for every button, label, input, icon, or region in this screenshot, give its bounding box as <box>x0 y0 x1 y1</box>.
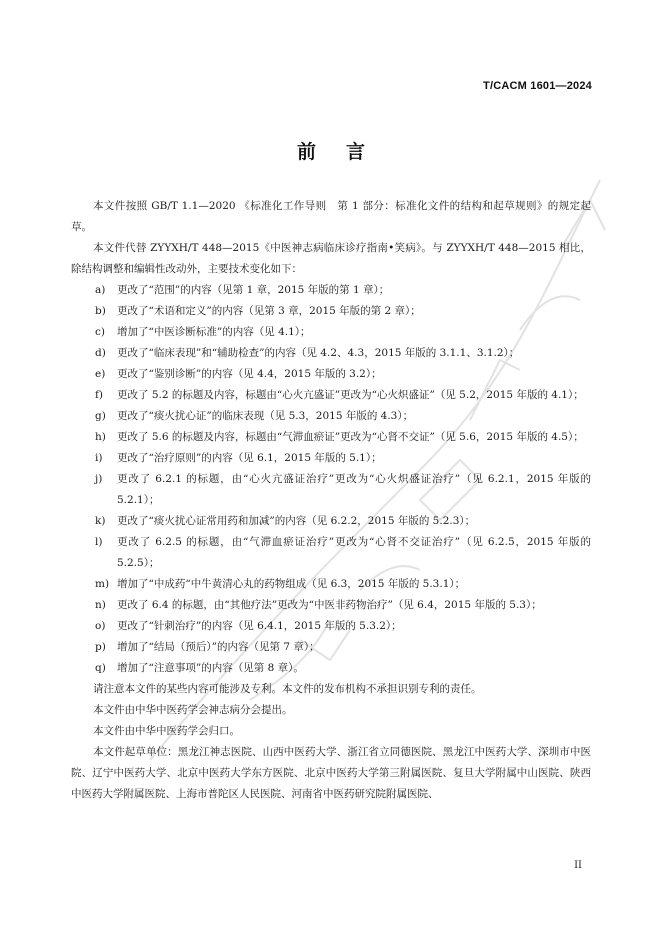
list-item <box>71 427 591 448</box>
list-item <box>71 469 591 511</box>
list-item-label: g) <box>95 410 106 422</box>
list-item-text: 增加了“注意事项”的内容（见第 8 章）。 <box>117 662 304 674</box>
paragraph-drafting-rule: 本文件按照 GB/T 1.1—2020 《标准化工作导则 第 1 部分：标准化文件的结构和起草规则》的规定起草。 <box>71 200 591 233</box>
list-item <box>71 448 591 469</box>
list-item-text: 更改了“针刺治疗”的内容（见 6.4.1，2015 年版的 5.3.2）； <box>117 620 402 632</box>
list-item <box>71 301 591 322</box>
list-item-label: f) <box>95 389 103 401</box>
document-code: T/CACM 1601—2024 <box>483 80 592 92</box>
paragraph-administrator: 本文件由中华中医药学会归口。 <box>93 725 240 737</box>
paragraph-drafting-units: 本文件起草单位：黑龙江神志医院、山西中医药大学、浙江省立同德医院、黑龙江中医药大学、深圳市中医院、辽宁中医药大学、北京中医药大学东方医院、北京中医药大学第三附属医院、复旦大学附属中山医院、陕西中医药大学附属医院、上海市普陀区人民医院、河南省中医药研究院附属医院、 <box>71 746 591 800</box>
list-item-label: p) <box>95 641 106 653</box>
list-item-label: o) <box>95 620 106 632</box>
list-item-text: 增加了“结局（预后）”的内容（见第 7 章）； <box>117 641 320 653</box>
list-item-text: 更改了“范围”的内容（见第 1 章，2015 年版的第 1 章）； <box>117 284 390 296</box>
list-item-text: 增加了“中成药“中牛黄清心丸的药物组成（见 6.3，2015 年版的 5.3.1）； <box>117 578 466 590</box>
list-item-label: h) <box>95 431 106 443</box>
list-item-text: 更改了“临床表现”和“辅助检查”的内容（见 4.2、4.3，2015 年版的 3.1.1、3.1.2）； <box>117 347 520 359</box>
list-item-text: 更改了“治疗原则”的内容（见 6.1，2015 年版的 5.1）； <box>117 452 382 464</box>
list-item <box>71 385 591 406</box>
list-item-text: 更改了 6.4 的标题，由“其他疗法”更改为“中医非药物治疗”（见 6.4，2015 年版的 5.3）； <box>117 599 542 611</box>
list-item <box>71 364 591 385</box>
page-number: II <box>574 860 582 871</box>
paragraph-proposer: 本文件由中华中医药学会神志病分会提出。 <box>93 704 293 716</box>
list-item-text: 更改了 6.2.1 的标题，由“心火亢盛证治疗”更改为“心火炽盛证治疗”（见 6.2.1，2015 年版的 5.2.1）； <box>117 473 591 506</box>
list-item <box>71 532 591 574</box>
list-item-label: m) <box>95 578 110 590</box>
list-item-text: 更改了“术语和定义”的内容（见第 3 章，2015 年版的第 2 章）； <box>117 305 421 317</box>
list-item-label: c) <box>95 326 105 338</box>
list-item-text: 更改了“痰火扰心证常用药和加减”的内容（见 6.2.2，2015 年版的 5.2.3）； <box>117 515 476 527</box>
list-item-label: n) <box>95 599 106 611</box>
list-item <box>71 658 591 679</box>
list-item <box>71 343 591 364</box>
list-item-label: d) <box>95 347 106 359</box>
list-item-label: q) <box>95 662 106 674</box>
list-item <box>71 616 591 637</box>
list-item-label: a) <box>95 284 106 296</box>
list-item-text: 更改了 5.6 的标题及内容，标题由“气滞血瘀证”更改为“心肾不交证”（见 5.6，2015 年版的 4.5）； <box>117 431 584 443</box>
list-item-text: 更改了 6.2.5 的标题，由“气滞血瘀证治疗”更改为“心肾不交证治疗”（见 6.2.5，2015 年版的 5.2.5）； <box>117 536 591 569</box>
list-item <box>71 637 591 658</box>
page-title: 前言 <box>296 141 395 163</box>
list-item <box>71 511 591 532</box>
list-item-text: 增加了“中医诊断标准”的内容（见 4.1）； <box>117 326 311 338</box>
list-item-label: e) <box>95 368 106 380</box>
list-item-text: 更改了 5.2 的标题及内容，标题由“心火亢盛证”更改为“心火炽盛证”（见 5.2，2015 年版的 4.1）； <box>117 389 584 401</box>
list-item-text: 更改了“痰火扰心证”的临床表现（见 5.3，2015 年版的 4.3）； <box>117 410 414 422</box>
list-item <box>71 406 591 427</box>
paragraph-patent-notice: 请注意本文件的某些内容可能涉及专利。本文件的发布机构不承担识别专利的责任。 <box>93 683 482 695</box>
list-item <box>71 280 591 301</box>
paragraph-replacement: 本文件代替 ZYYXH/T 448—2015《中医神志病临床诊疗指南•笑病》。与 ZYYXH/T 448—2015 相比，除结构调整和编辑性改动外，主要技术变化如下： <box>71 242 591 275</box>
list-item <box>71 574 591 595</box>
document-body <box>71 196 591 805</box>
list-item-label: k) <box>95 515 106 527</box>
list-item-label: i) <box>95 452 103 464</box>
list-item <box>71 322 591 343</box>
list-item-label: j) <box>95 473 103 485</box>
changes-list <box>71 280 591 679</box>
list-item-text: 更改了“鉴别诊断”的内容（见 4.4，2015 年版的 3.2）； <box>117 368 382 380</box>
list-item-label: l) <box>95 536 103 548</box>
list-item <box>71 595 591 616</box>
list-item-label: b) <box>95 305 106 317</box>
